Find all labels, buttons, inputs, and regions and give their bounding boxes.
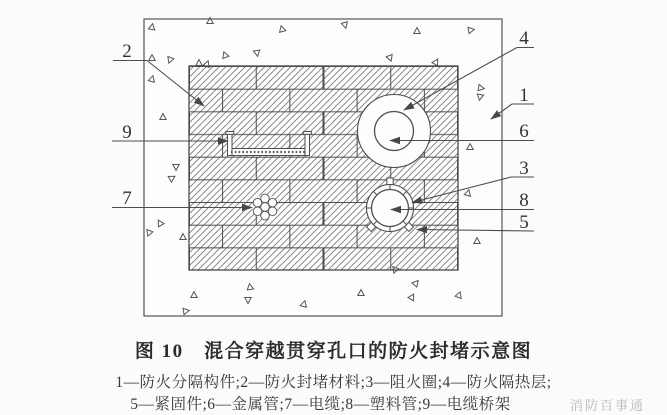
legend-line-1: 1—防火分隔构件;2—防火封堵材料;3—阻火圈;4—防火隔热层; xyxy=(115,374,552,391)
cable-tray-left-flange xyxy=(226,132,234,135)
plastic-pipe xyxy=(372,190,409,227)
cable-tray-right-flange xyxy=(303,132,311,135)
figure-caption: 图 10 混合穿越贯穿孔口的防火封堵示意图 xyxy=(134,341,533,362)
callout-8: 8 xyxy=(519,190,529,211)
callout-6: 6 xyxy=(519,121,529,142)
callout-2: 2 xyxy=(122,41,132,62)
callout-4: 4 xyxy=(519,28,529,49)
firestop-material-patch xyxy=(189,66,458,270)
metal-pipe xyxy=(375,112,414,151)
metal-pipe-with-insulation xyxy=(358,95,431,168)
watermark-text: 消防百事通 xyxy=(569,398,645,413)
cable-tray-right-wall xyxy=(305,134,310,156)
callout-9: 9 xyxy=(122,122,132,143)
legend-line-2: 5—紧固件;6—金属管;7—电缆;8—塑料管;9—电缆桥架 xyxy=(130,396,511,413)
fastener-top xyxy=(387,178,393,185)
callout-5: 5 xyxy=(519,212,529,233)
callout-1: 1 xyxy=(519,85,529,106)
callout-7: 7 xyxy=(122,188,132,209)
callout-3: 3 xyxy=(519,158,529,179)
